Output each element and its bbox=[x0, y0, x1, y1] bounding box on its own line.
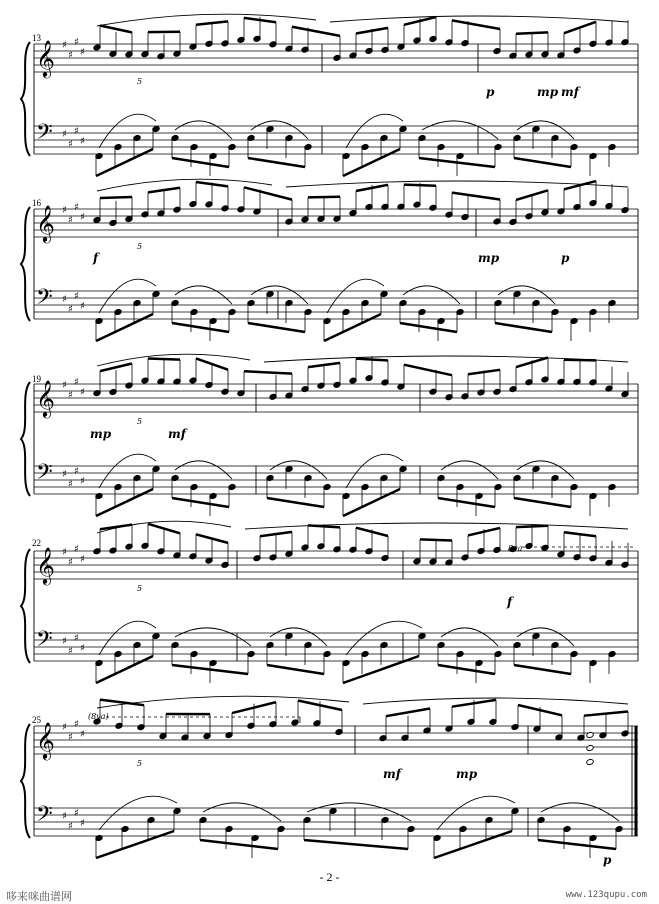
measure-number: 19 bbox=[32, 374, 41, 384]
measure-number: 22 bbox=[32, 538, 41, 548]
brace bbox=[21, 207, 30, 321]
slur bbox=[346, 454, 403, 488]
slur bbox=[175, 286, 232, 304]
slur bbox=[175, 461, 232, 479]
dynamic-marking: mf bbox=[561, 85, 579, 99]
sharp: ♯ bbox=[74, 126, 79, 137]
beam bbox=[304, 840, 408, 849]
sharp: ♯ bbox=[74, 544, 79, 555]
sharp: ♯ bbox=[74, 202, 79, 213]
treble-clef: 𝄞 bbox=[36, 546, 55, 584]
sharp: ♯ bbox=[62, 811, 67, 822]
beam bbox=[343, 149, 400, 176]
dynamic-marking: mp bbox=[537, 85, 559, 99]
treble-clef: 𝄞 bbox=[36, 204, 55, 242]
sharp: ♯ bbox=[80, 212, 85, 223]
slur bbox=[422, 121, 498, 139]
slur bbox=[441, 461, 498, 479]
beam bbox=[96, 489, 153, 516]
beam bbox=[404, 365, 452, 376]
sharp: ♯ bbox=[74, 719, 79, 730]
beam bbox=[96, 149, 153, 176]
dynamic-marking: f bbox=[93, 251, 99, 265]
beam bbox=[404, 185, 436, 186]
slur bbox=[517, 121, 574, 139]
beam bbox=[343, 489, 400, 516]
sharp: ♯ bbox=[80, 47, 85, 58]
sharp: ♯ bbox=[74, 466, 79, 477]
slur bbox=[175, 121, 232, 139]
sharp: ♯ bbox=[62, 129, 67, 140]
beam bbox=[514, 158, 571, 167]
sharp: ♯ bbox=[80, 136, 85, 147]
ottava-mark: (8va) bbox=[88, 712, 109, 721]
beam bbox=[248, 323, 305, 332]
beam bbox=[514, 498, 571, 507]
dynamic-marking: p bbox=[486, 85, 495, 99]
sharp: ♯ bbox=[62, 205, 67, 216]
beam bbox=[172, 323, 229, 332]
slur bbox=[99, 621, 156, 655]
beam bbox=[495, 323, 552, 332]
beam bbox=[516, 526, 548, 527]
notehead bbox=[586, 744, 594, 751]
tuplet-number: 5 bbox=[137, 759, 143, 768]
beam bbox=[516, 32, 548, 33]
sharp: ♯ bbox=[68, 646, 73, 657]
beam bbox=[324, 314, 381, 341]
beam bbox=[267, 498, 324, 507]
slur bbox=[541, 803, 619, 821]
dynamic-marking: mf bbox=[168, 427, 186, 441]
sharp: ♯ bbox=[62, 636, 67, 647]
sharp: ♯ bbox=[62, 40, 67, 51]
tuplet-number: 5 bbox=[137, 417, 143, 426]
beam bbox=[244, 371, 292, 373]
slur bbox=[327, 279, 384, 313]
beam bbox=[356, 359, 388, 361]
beam bbox=[452, 193, 500, 200]
beam bbox=[196, 21, 228, 24]
slur bbox=[270, 461, 327, 479]
brace bbox=[21, 724, 30, 838]
sharp: ♯ bbox=[80, 387, 85, 398]
sharp: ♯ bbox=[62, 722, 67, 733]
ottava-mark: 8va bbox=[508, 544, 523, 553]
beam bbox=[386, 708, 430, 716]
beam bbox=[434, 831, 512, 858]
brace bbox=[21, 42, 30, 156]
slur bbox=[203, 803, 281, 821]
bass-clef: 𝄢 bbox=[36, 802, 53, 832]
notehead bbox=[586, 758, 594, 765]
bass-clef: 𝄢 bbox=[36, 120, 53, 150]
sharp: ♯ bbox=[80, 554, 85, 565]
dynamic-marking: p bbox=[561, 251, 570, 265]
beam bbox=[292, 27, 340, 36]
beam bbox=[308, 197, 340, 198]
tuplet-number: 5 bbox=[137, 242, 143, 251]
slur bbox=[437, 796, 515, 830]
beam bbox=[400, 323, 457, 332]
slur bbox=[99, 796, 177, 830]
dynamic-marking: mp bbox=[478, 251, 500, 265]
slur bbox=[517, 628, 574, 646]
dynamic-marking: p bbox=[603, 853, 612, 867]
sharp: ♯ bbox=[80, 476, 85, 487]
beam bbox=[148, 359, 180, 360]
measure-number: 13 bbox=[32, 33, 41, 43]
beam bbox=[420, 539, 452, 540]
site-url: www.123qupu.com bbox=[565, 890, 647, 900]
beam bbox=[96, 314, 153, 341]
tuplet-number: 5 bbox=[137, 584, 143, 593]
slur bbox=[346, 114, 403, 148]
sharp: ♯ bbox=[68, 479, 73, 490]
slur bbox=[251, 121, 308, 139]
beam bbox=[438, 498, 495, 507]
slur bbox=[330, 16, 628, 22]
slur bbox=[99, 279, 156, 313]
sharp: ♯ bbox=[80, 818, 85, 829]
beam bbox=[514, 665, 571, 674]
sharp: ♯ bbox=[62, 294, 67, 305]
slur bbox=[245, 523, 628, 529]
sharp: ♯ bbox=[68, 215, 73, 226]
brace bbox=[21, 382, 30, 496]
beam bbox=[172, 158, 229, 167]
dynamic-marking: mp bbox=[456, 767, 478, 781]
slur bbox=[175, 628, 251, 646]
measure-number: 16 bbox=[32, 198, 41, 208]
slur bbox=[307, 803, 411, 821]
sharp: ♯ bbox=[80, 729, 85, 740]
brace bbox=[21, 549, 30, 663]
sharp: ♯ bbox=[68, 821, 73, 832]
bass-clef: 𝄢 bbox=[36, 627, 53, 657]
slur bbox=[441, 628, 498, 646]
sharp: ♯ bbox=[62, 547, 67, 558]
treble-clef: 𝄞 bbox=[36, 39, 55, 77]
dynamic-marking: mp bbox=[90, 427, 112, 441]
page-number: - 2 - bbox=[319, 870, 340, 884]
beam bbox=[96, 656, 153, 683]
beam bbox=[438, 665, 495, 674]
notehead bbox=[586, 731, 594, 738]
beam bbox=[200, 840, 278, 849]
sharp: ♯ bbox=[68, 732, 73, 743]
beam bbox=[267, 665, 324, 674]
sharp: ♯ bbox=[80, 643, 85, 654]
treble-clef: 𝄞 bbox=[36, 379, 55, 417]
sharp: ♯ bbox=[68, 390, 73, 401]
bass-clef: 𝄢 bbox=[36, 285, 53, 315]
sharp: ♯ bbox=[74, 37, 79, 48]
slur bbox=[251, 286, 308, 304]
measure-number: 25 bbox=[32, 715, 41, 725]
beam bbox=[100, 364, 132, 372]
beam bbox=[452, 20, 500, 29]
slur bbox=[346, 621, 422, 655]
beam bbox=[538, 840, 616, 849]
beam bbox=[100, 25, 132, 32]
slur bbox=[97, 179, 272, 191]
slur bbox=[403, 286, 460, 304]
dynamic-marking: mf bbox=[383, 767, 401, 781]
sharp: ♯ bbox=[74, 633, 79, 644]
sharp: ♯ bbox=[62, 380, 67, 391]
bass-clef: 𝄢 bbox=[36, 460, 53, 490]
sharp: ♯ bbox=[74, 377, 79, 388]
sharp: ♯ bbox=[74, 291, 79, 302]
slur bbox=[498, 286, 555, 304]
sharp: ♯ bbox=[68, 304, 73, 315]
slur bbox=[99, 454, 156, 488]
tuplet-number: 5 bbox=[137, 77, 143, 86]
slur bbox=[517, 461, 574, 479]
sharp: ♯ bbox=[68, 139, 73, 150]
sharp: ♯ bbox=[68, 557, 73, 568]
beam bbox=[248, 158, 305, 167]
beam bbox=[96, 831, 174, 858]
sharp: ♯ bbox=[80, 301, 85, 312]
slur bbox=[270, 628, 327, 646]
slur bbox=[99, 114, 156, 148]
beam bbox=[244, 187, 292, 199]
sharp: ♯ bbox=[68, 50, 73, 61]
sharp: ♯ bbox=[74, 808, 79, 819]
site-name: 哆来咪曲谱网 bbox=[6, 890, 72, 903]
dynamic-marking: f bbox=[507, 595, 513, 609]
treble-clef: 𝄞 bbox=[36, 721, 55, 759]
beam bbox=[100, 197, 132, 198]
beam bbox=[172, 498, 229, 507]
sharp: ♯ bbox=[62, 469, 67, 480]
